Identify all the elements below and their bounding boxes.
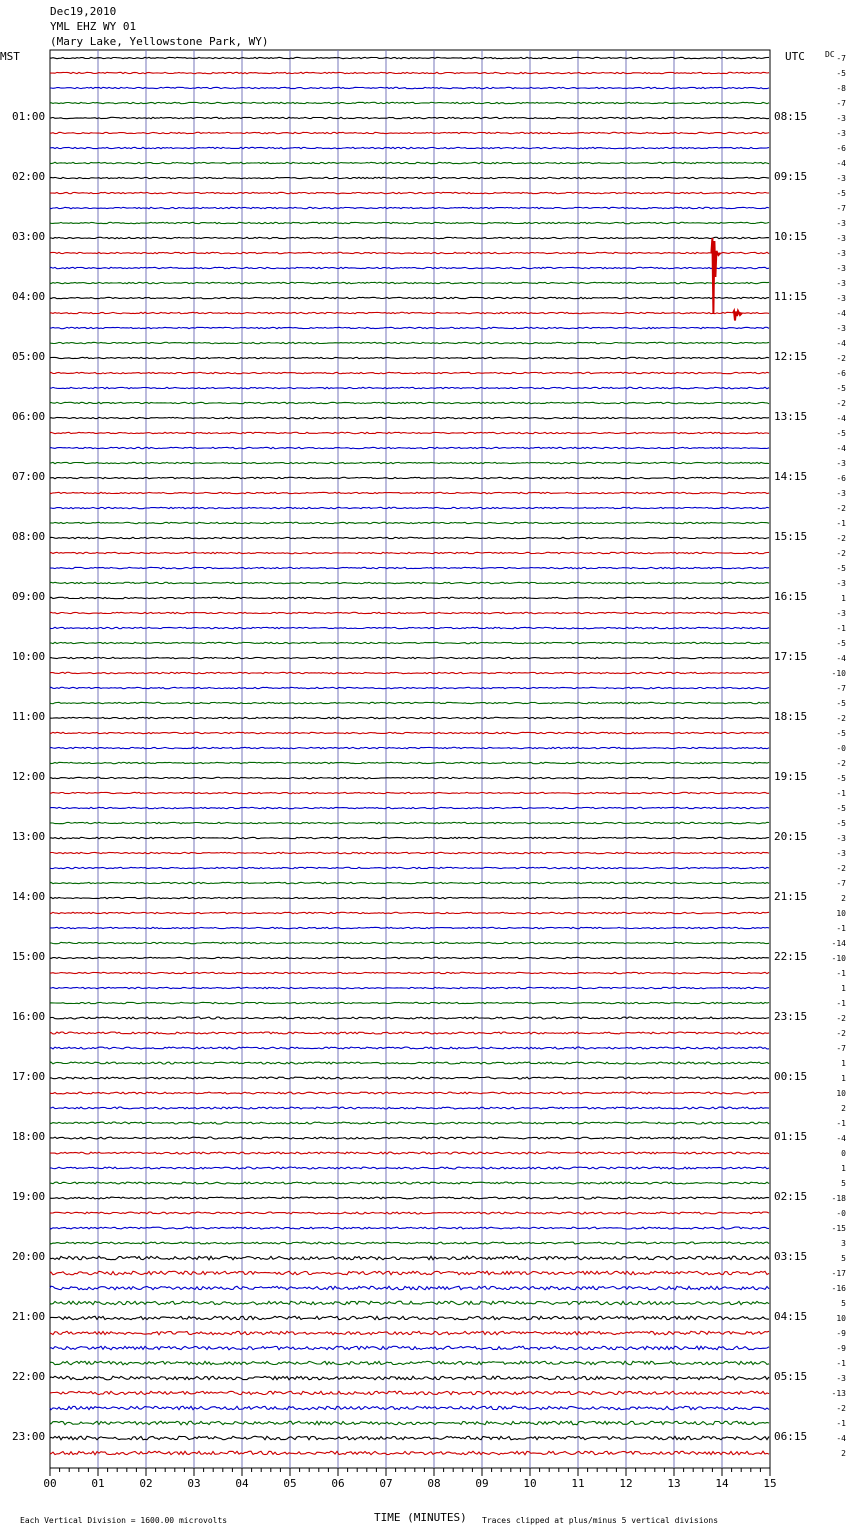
dc-offset-label: 1 bbox=[841, 1059, 846, 1068]
hour-label-right: 09:15 bbox=[774, 170, 808, 183]
x-tick-label: 15 bbox=[763, 1477, 777, 1490]
hour-label-right: 04:15 bbox=[774, 1310, 808, 1323]
station-location: (Mary Lake, Yellowstone Park, WY) bbox=[50, 35, 269, 48]
hour-label-right: 19:15 bbox=[774, 770, 808, 783]
seismic-trace bbox=[50, 342, 769, 343]
dc-offset-label: -2 bbox=[836, 759, 846, 768]
dc-offset-label: -2 bbox=[836, 534, 846, 543]
dc-offset-label: -0 bbox=[836, 744, 846, 753]
seismic-trace bbox=[50, 882, 769, 883]
dc-offset-label: -6 bbox=[836, 144, 846, 153]
seismic-trace bbox=[50, 747, 769, 748]
dc-offset-label: -3 bbox=[836, 234, 846, 243]
dc-offset-label: -1 bbox=[836, 519, 846, 528]
seismic-trace bbox=[50, 207, 769, 208]
x-tick-label: 06 bbox=[331, 1477, 345, 1490]
seismic-trace bbox=[50, 792, 769, 793]
hour-label-right: 20:15 bbox=[774, 830, 808, 843]
seismic-trace bbox=[50, 507, 769, 508]
dc-offset-label: -4 bbox=[836, 654, 846, 663]
dc-offset-label: 2 bbox=[841, 1449, 846, 1458]
seismic-trace bbox=[50, 177, 769, 178]
dc-offset-label: -3 bbox=[836, 264, 846, 273]
seismic-trace bbox=[50, 327, 769, 328]
dc-offset-label: 1 bbox=[841, 594, 846, 603]
seismic-trace bbox=[50, 927, 769, 928]
dc-offset-label: -10 bbox=[831, 954, 846, 963]
x-tick-label: 09 bbox=[475, 1477, 489, 1490]
dc-offset-label: -10 bbox=[831, 669, 846, 678]
dc-offset-label: -18 bbox=[831, 1194, 846, 1203]
seismic-trace bbox=[50, 1421, 769, 1425]
scale-note: Each Vertical Division = 1600.00 microvolts bbox=[20, 1516, 228, 1525]
dc-offset-label: -4 bbox=[836, 1134, 846, 1143]
hour-label-right: 23:15 bbox=[774, 1010, 808, 1023]
seismic-trace bbox=[50, 1286, 769, 1290]
dc-offset-label: -2 bbox=[836, 354, 846, 363]
hour-label-left: 20:00 bbox=[12, 1250, 46, 1263]
dc-offset-label: 1 bbox=[841, 984, 846, 993]
seismic-trace bbox=[50, 672, 769, 673]
dc-offset-label: -14 bbox=[831, 939, 846, 948]
left-axis-label: MST bbox=[0, 50, 20, 63]
dc-offset-label: -5 bbox=[836, 384, 846, 393]
dc-offset-label: -1 bbox=[836, 1119, 846, 1128]
seismic-trace bbox=[50, 237, 769, 238]
hour-label-right: 06:15 bbox=[774, 1430, 808, 1443]
x-tick-label: 01 bbox=[91, 1477, 105, 1490]
dc-offset-label: -9 bbox=[836, 1344, 846, 1353]
seismic-trace bbox=[50, 1182, 769, 1184]
seismic-trace bbox=[50, 387, 769, 388]
seismic-trace bbox=[50, 1331, 769, 1335]
dc-offset-label: -3 bbox=[836, 294, 846, 303]
seismic-trace bbox=[50, 447, 769, 448]
hour-label-left: 09:00 bbox=[12, 590, 46, 603]
seismic-trace bbox=[50, 912, 769, 913]
x-tick-label: 08 bbox=[427, 1477, 441, 1490]
dc-offset-label: -8 bbox=[836, 84, 846, 93]
seismic-trace bbox=[50, 477, 769, 478]
hour-label-right: 15:15 bbox=[774, 530, 808, 543]
dc-offset-label: -6 bbox=[836, 474, 846, 483]
hour-label-left: 01:00 bbox=[12, 110, 46, 123]
seismic-trace bbox=[50, 72, 769, 73]
seismic-trace bbox=[50, 57, 769, 58]
dc-offset-label: -3 bbox=[836, 489, 846, 498]
dc-offset-label: -4 bbox=[836, 339, 846, 348]
dc-offset-label: -4 bbox=[836, 1434, 846, 1443]
dc-offset-label: -5 bbox=[836, 639, 846, 648]
clip-note: Traces clipped at plus/minus 5 vertical divisions bbox=[482, 1516, 719, 1525]
dc-offset-label: -1 bbox=[836, 1419, 846, 1428]
hour-label-right: 22:15 bbox=[774, 950, 808, 963]
seismic-trace bbox=[50, 312, 769, 313]
seismic-trace bbox=[50, 162, 769, 163]
seismic-trace bbox=[50, 372, 769, 373]
hour-label-right: 13:15 bbox=[774, 410, 808, 423]
dc-offset-label: 10 bbox=[836, 909, 846, 918]
dc-offset-label: -4 bbox=[836, 444, 846, 453]
hour-label-right: 18:15 bbox=[774, 710, 808, 723]
seismic-trace bbox=[50, 1122, 769, 1124]
seismic-trace bbox=[50, 987, 769, 988]
right-axis-label: UTC bbox=[785, 50, 805, 63]
dc-offset-label: -9 bbox=[836, 1329, 846, 1338]
dc-offset-label: -3 bbox=[836, 114, 846, 123]
seismic-trace bbox=[50, 1376, 769, 1380]
dc-offset-label: -5 bbox=[836, 804, 846, 813]
station-code: YML EHZ WY 01 bbox=[50, 20, 137, 33]
seismic-trace bbox=[50, 462, 769, 463]
seismic-trace bbox=[50, 897, 769, 898]
hour-label-right: 12:15 bbox=[774, 350, 808, 363]
hour-label-left: 21:00 bbox=[12, 1310, 46, 1323]
hour-label-left: 18:00 bbox=[12, 1130, 46, 1143]
hour-label-left: 23:00 bbox=[12, 1430, 46, 1443]
dc-offset-label: -2 bbox=[836, 714, 846, 723]
seismic-trace bbox=[50, 132, 769, 133]
seismic-trace bbox=[50, 282, 769, 283]
dc-offset-label: 3 bbox=[841, 1239, 846, 1248]
x-tick-label: 13 bbox=[667, 1477, 681, 1490]
dc-offset-label: -3 bbox=[836, 579, 846, 588]
dc-offset-label: -3 bbox=[836, 249, 846, 258]
seismic-trace bbox=[50, 522, 769, 523]
dc-offset-label: -3 bbox=[836, 609, 846, 618]
seismic-trace bbox=[50, 1167, 769, 1169]
dc-offset-label: -2 bbox=[836, 399, 846, 408]
dc-offset-label: -5 bbox=[836, 69, 846, 78]
seismic-trace bbox=[50, 822, 769, 823]
dc-offset-label: -1 bbox=[836, 624, 846, 633]
seismic-trace bbox=[50, 597, 769, 598]
record-date: Dec19,2010 bbox=[50, 5, 117, 18]
hour-label-right: 03:15 bbox=[774, 1250, 808, 1263]
seismic-trace bbox=[50, 1227, 769, 1229]
dc-offset-label: -3 bbox=[836, 324, 846, 333]
dc-offset-label: -13 bbox=[831, 1389, 846, 1398]
dc-offset-label: -3 bbox=[836, 129, 846, 138]
x-tick-label: 00 bbox=[43, 1477, 57, 1490]
seismic-trace bbox=[50, 552, 769, 553]
seismic-trace bbox=[50, 402, 769, 403]
seismic-trace bbox=[50, 582, 769, 583]
dc-offset-label: -3 bbox=[836, 174, 846, 183]
seismic-trace bbox=[50, 1137, 769, 1139]
hour-label-right: 01:15 bbox=[774, 1130, 808, 1143]
dc-offset-label: -2 bbox=[836, 1404, 846, 1413]
hour-label-right: 14:15 bbox=[774, 470, 808, 483]
seismic-trace bbox=[50, 297, 769, 298]
hour-label-right: 05:15 bbox=[774, 1370, 808, 1383]
seismic-trace bbox=[50, 942, 769, 943]
seismic-trace bbox=[50, 417, 769, 418]
dc-offset-label: -5 bbox=[836, 189, 846, 198]
dc-offset-label: 2 bbox=[841, 1104, 846, 1113]
hour-label-left: 03:00 bbox=[12, 230, 46, 243]
seismic-trace bbox=[50, 537, 769, 538]
dc-offset-label: -1 bbox=[836, 999, 846, 1008]
hour-label-left: 08:00 bbox=[12, 530, 46, 543]
hour-label-left: 12:00 bbox=[12, 770, 46, 783]
hour-label-right: 11:15 bbox=[774, 290, 808, 303]
dc-offset-label: -5 bbox=[836, 564, 846, 573]
dc-offset-label: -16 bbox=[831, 1284, 846, 1293]
hour-label-left: 22:00 bbox=[12, 1370, 46, 1383]
seismic-trace bbox=[50, 807, 769, 808]
dc-offset-label: 5 bbox=[841, 1179, 846, 1188]
dc-offset-label: -3 bbox=[836, 849, 846, 858]
seismic-trace bbox=[50, 1212, 769, 1214]
hour-label-right: 16:15 bbox=[774, 590, 808, 603]
hour-label-left: 17:00 bbox=[12, 1070, 46, 1083]
seismic-trace bbox=[50, 642, 769, 643]
hour-label-left: 04:00 bbox=[12, 290, 46, 303]
dc-offset-label: -3 bbox=[836, 279, 846, 288]
seismic-trace bbox=[50, 1271, 769, 1275]
x-tick-label: 11 bbox=[571, 1477, 585, 1490]
seismic-trace bbox=[50, 1092, 769, 1094]
dc-offset-label: -17 bbox=[831, 1269, 846, 1278]
seismic-trace bbox=[50, 492, 769, 493]
dc-offset-label: -1 bbox=[836, 789, 846, 798]
dc-offset-label: 1 bbox=[841, 1074, 846, 1083]
seismic-trace bbox=[50, 732, 769, 733]
seismic-trace bbox=[50, 567, 769, 568]
hour-label-left: 19:00 bbox=[12, 1190, 46, 1203]
hour-label-left: 14:00 bbox=[12, 890, 46, 903]
dc-offset-label: 2 bbox=[841, 894, 846, 903]
seismic-trace bbox=[50, 1406, 769, 1410]
seismic-trace bbox=[50, 762, 769, 763]
dc-offset-label: -5 bbox=[836, 429, 846, 438]
dc-header: DC bbox=[825, 50, 835, 59]
seismic-trace bbox=[50, 432, 769, 433]
dc-offset-label: -1 bbox=[836, 1359, 846, 1368]
seismic-trace bbox=[50, 627, 769, 628]
x-tick-label: 05 bbox=[283, 1477, 297, 1490]
seismic-trace bbox=[50, 1077, 769, 1079]
dc-offset-label: -7 bbox=[836, 879, 846, 888]
seismic-trace bbox=[50, 222, 769, 223]
dc-offset-label: -1 bbox=[836, 924, 846, 933]
x-tick-label: 10 bbox=[523, 1477, 537, 1490]
seismic-trace bbox=[50, 1242, 769, 1244]
seismic-trace bbox=[50, 1301, 769, 1305]
hour-label-right: 00:15 bbox=[774, 1070, 808, 1083]
seismic-trace bbox=[50, 972, 769, 973]
dc-offset-label: -1 bbox=[836, 969, 846, 978]
x-tick-label: 07 bbox=[379, 1477, 393, 1490]
hour-label-left: 15:00 bbox=[12, 950, 46, 963]
seismic-trace bbox=[50, 1361, 769, 1365]
seismic-trace bbox=[50, 1032, 769, 1034]
seismic-trace bbox=[50, 867, 769, 868]
dc-offset-label: -7 bbox=[836, 684, 846, 693]
seismic-trace bbox=[50, 1316, 769, 1320]
plot-frame bbox=[50, 50, 770, 1468]
hour-label-right: 10:15 bbox=[774, 230, 808, 243]
dc-offset-label: -3 bbox=[836, 219, 846, 228]
seismic-trace bbox=[50, 1391, 769, 1395]
dc-offset-label: -5 bbox=[836, 819, 846, 828]
dc-offset-label: -7 bbox=[836, 99, 846, 108]
seismic-trace bbox=[50, 357, 769, 358]
seismic-trace bbox=[50, 87, 769, 88]
dc-offset-label: 10 bbox=[836, 1314, 846, 1323]
seismic-trace bbox=[50, 657, 769, 658]
dc-offset-label: -5 bbox=[836, 699, 846, 708]
seismic-trace bbox=[50, 1107, 769, 1109]
dc-offset-label: -5 bbox=[836, 774, 846, 783]
seismic-trace bbox=[50, 1017, 769, 1019]
seismic-trace bbox=[50, 1197, 769, 1199]
dc-offset-label: -15 bbox=[831, 1224, 846, 1233]
dc-offset-label: -4 bbox=[836, 159, 846, 168]
seismic-trace bbox=[50, 147, 769, 148]
dc-offset-label: 5 bbox=[841, 1299, 846, 1308]
hour-label-left: 06:00 bbox=[12, 410, 46, 423]
dc-offset-label: -3 bbox=[836, 459, 846, 468]
seismic-trace bbox=[50, 1152, 769, 1154]
dc-offset-label: 10 bbox=[836, 1089, 846, 1098]
seismic-trace bbox=[50, 192, 769, 193]
seismic-trace bbox=[50, 102, 769, 103]
dc-offset-label: 1 bbox=[841, 1164, 846, 1173]
seismic-trace bbox=[50, 267, 769, 268]
dc-offset-label: 0 bbox=[841, 1149, 846, 1158]
hour-label-right: 21:15 bbox=[774, 890, 808, 903]
dc-offset-label: -5 bbox=[836, 729, 846, 738]
seismic-trace bbox=[50, 1002, 769, 1003]
seismic-trace bbox=[50, 777, 769, 778]
dc-offset-label: -4 bbox=[836, 414, 846, 423]
hour-label-left: 10:00 bbox=[12, 650, 46, 663]
dc-offset-label: 5 bbox=[841, 1254, 846, 1263]
x-tick-label: 04 bbox=[235, 1477, 249, 1490]
dc-offset-label: -3 bbox=[836, 834, 846, 843]
hour-label-left: 16:00 bbox=[12, 1010, 46, 1023]
dc-offset-label: -4 bbox=[836, 309, 846, 318]
dc-offset-label: -2 bbox=[836, 504, 846, 513]
x-tick-label: 02 bbox=[139, 1477, 153, 1490]
hour-label-left: 05:00 bbox=[12, 350, 46, 363]
dc-offset-label: -2 bbox=[836, 1014, 846, 1023]
seismic-trace bbox=[50, 837, 769, 838]
seismic-trace bbox=[50, 1346, 769, 1350]
seismic-trace bbox=[50, 252, 769, 253]
seismic-trace bbox=[50, 1047, 769, 1049]
dc-offset-label: -0 bbox=[836, 1209, 846, 1218]
dc-offset-label: -2 bbox=[836, 1029, 846, 1038]
dc-offset-label: -6 bbox=[836, 369, 846, 378]
seismic-trace bbox=[50, 687, 769, 688]
seismic-trace bbox=[50, 852, 769, 853]
dc-offset-label: -2 bbox=[836, 864, 846, 873]
seismic-trace bbox=[50, 702, 769, 703]
seismic-event bbox=[711, 238, 720, 313]
hour-label-left: 07:00 bbox=[12, 470, 46, 483]
hour-label-left: 13:00 bbox=[12, 830, 46, 843]
hour-label-right: 17:15 bbox=[774, 650, 808, 663]
seismic-trace bbox=[50, 612, 769, 613]
hour-label-left: 02:00 bbox=[12, 170, 46, 183]
dc-offset-label: -2 bbox=[836, 549, 846, 558]
x-tick-label: 14 bbox=[715, 1477, 729, 1490]
hour-label-right: 08:15 bbox=[774, 110, 808, 123]
hour-label-right: 02:15 bbox=[774, 1190, 808, 1203]
seismic-trace bbox=[50, 117, 769, 118]
seismic-trace bbox=[50, 1062, 769, 1064]
seismic-trace bbox=[50, 1451, 769, 1455]
x-tick-label: 12 bbox=[619, 1477, 633, 1490]
dc-offset-label: -7 bbox=[836, 1044, 846, 1053]
seismic-trace bbox=[50, 1436, 769, 1440]
dc-offset-label: -7 bbox=[836, 204, 846, 213]
dc-offset-label: -3 bbox=[836, 1374, 846, 1383]
seismic-trace bbox=[50, 717, 769, 718]
x-axis-title: TIME (MINUTES) bbox=[374, 1511, 467, 1524]
x-tick-label: 03 bbox=[187, 1477, 201, 1490]
seismic-trace bbox=[50, 1256, 769, 1260]
dc-offset-label: -7 bbox=[836, 54, 846, 63]
hour-label-left: 11:00 bbox=[12, 710, 46, 723]
seismic-trace bbox=[50, 957, 769, 958]
